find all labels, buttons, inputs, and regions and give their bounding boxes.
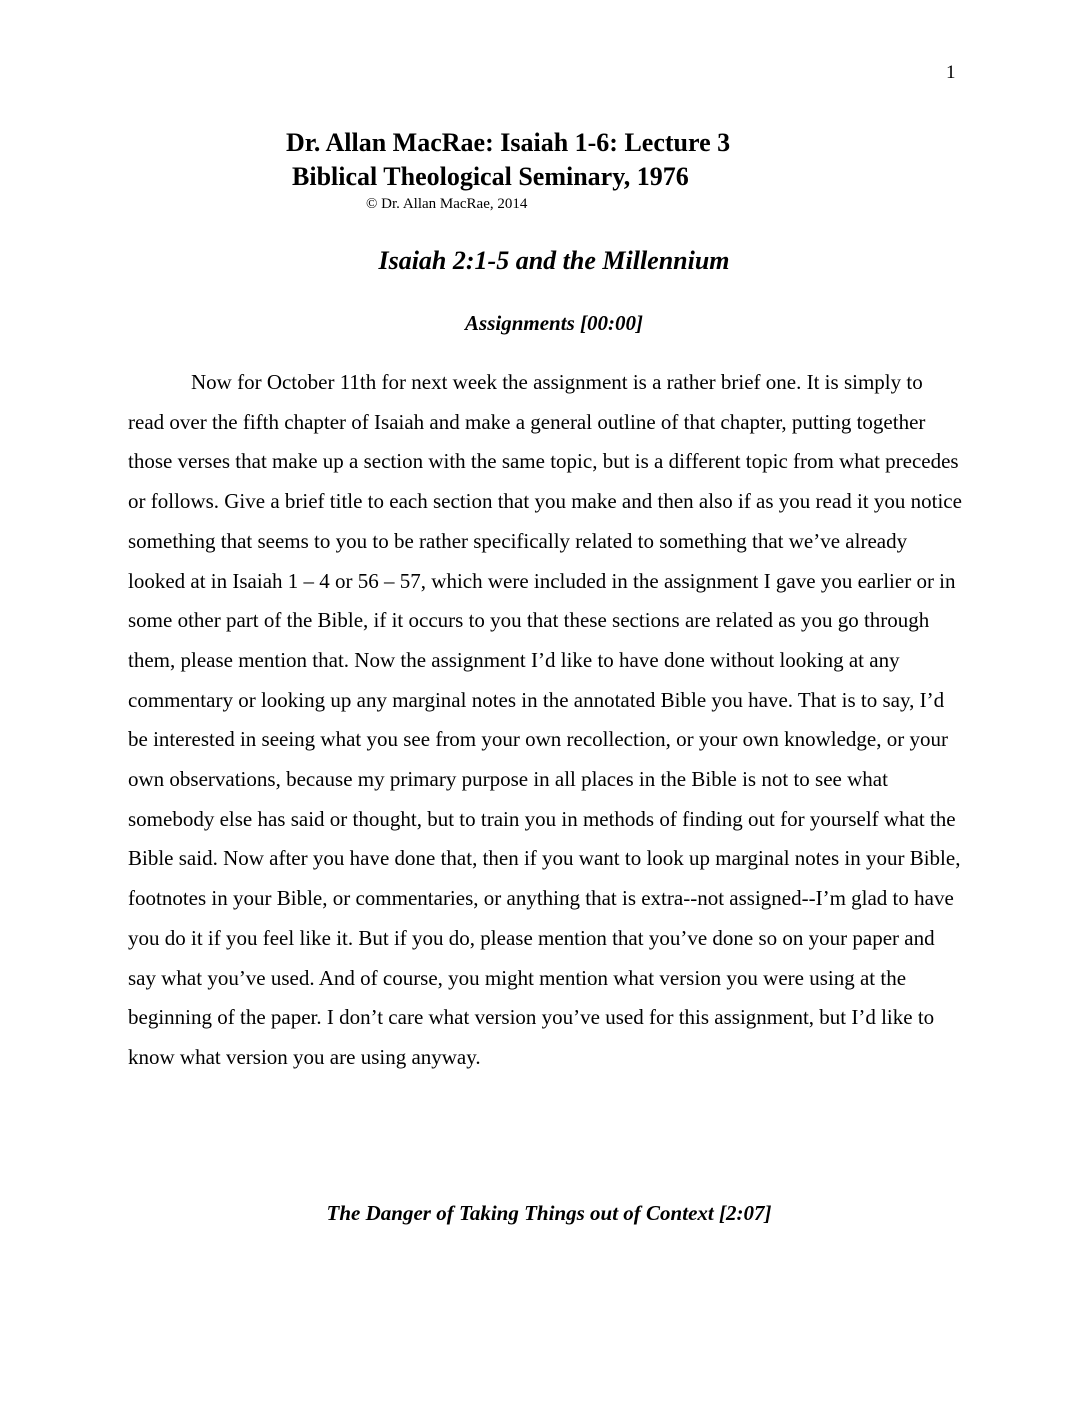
lecture-subtitle: Isaiah 2:1-5 and the Millennium (378, 246, 730, 275)
section-heading-assignments: Assignments [00:00] (465, 311, 643, 335)
body-paragraph: Now for October 11th for next week the assignment is a rather brief one. It is simply to read over the fifth chapter of Isaiah and make a general outline of that chapter, putting together those verses that make up a section with the same topic, but is a different topic from what precedes or follows. Give a brief title to each section that you make and then also if as you read it you notice something that seems to you to be rather specifically related to something that we’ve already looked at in Isaiah 1 – 4 or 56 – 57, which were included in the assignment I gave you earlier or in some other part of the Bible, if it occurs to you that these sections are related as you go through them, please mention that. Now the assignment I’d like to have done without looking at any commentary or looking up any marginal notes in the annotated Bible you have. That is to say, I’d be interested in seeing what you see from your own recollection, or your own knowledge, or your own observations, because my primary purpose in all places in the Bible is not to see what somebody else has said or thought, but to train you in methods of finding out for yourself what the Bible said. Now after you have done that, then if you want to look up marginal notes in your Bible, footnotes in your Bible, or commentaries, or anything that is extra--not assigned--I’m glad to have you do it if you feel like it. But if you do, please mention that you’ve done so on your paper and say what you’ve used. And of course, you might mention what version you were using at the beginning of the paper. I don’t care what version you’ve used for this assignment, but I’d like to know what version you are using anyway. (128, 370, 962, 1069)
page-number: 1 (946, 62, 956, 83)
section-heading-context: The Danger of Taking Things out of Context [2:07] (326, 1201, 772, 1225)
page-title: Dr. Allan MacRae: Isaiah 1-6: Lecture 3 (286, 128, 731, 157)
copyright-notice: © Dr. Allan MacRae, 2014 (366, 196, 528, 212)
page-subtitle-institution: Biblical Theological Seminary, 1976 (292, 162, 689, 191)
